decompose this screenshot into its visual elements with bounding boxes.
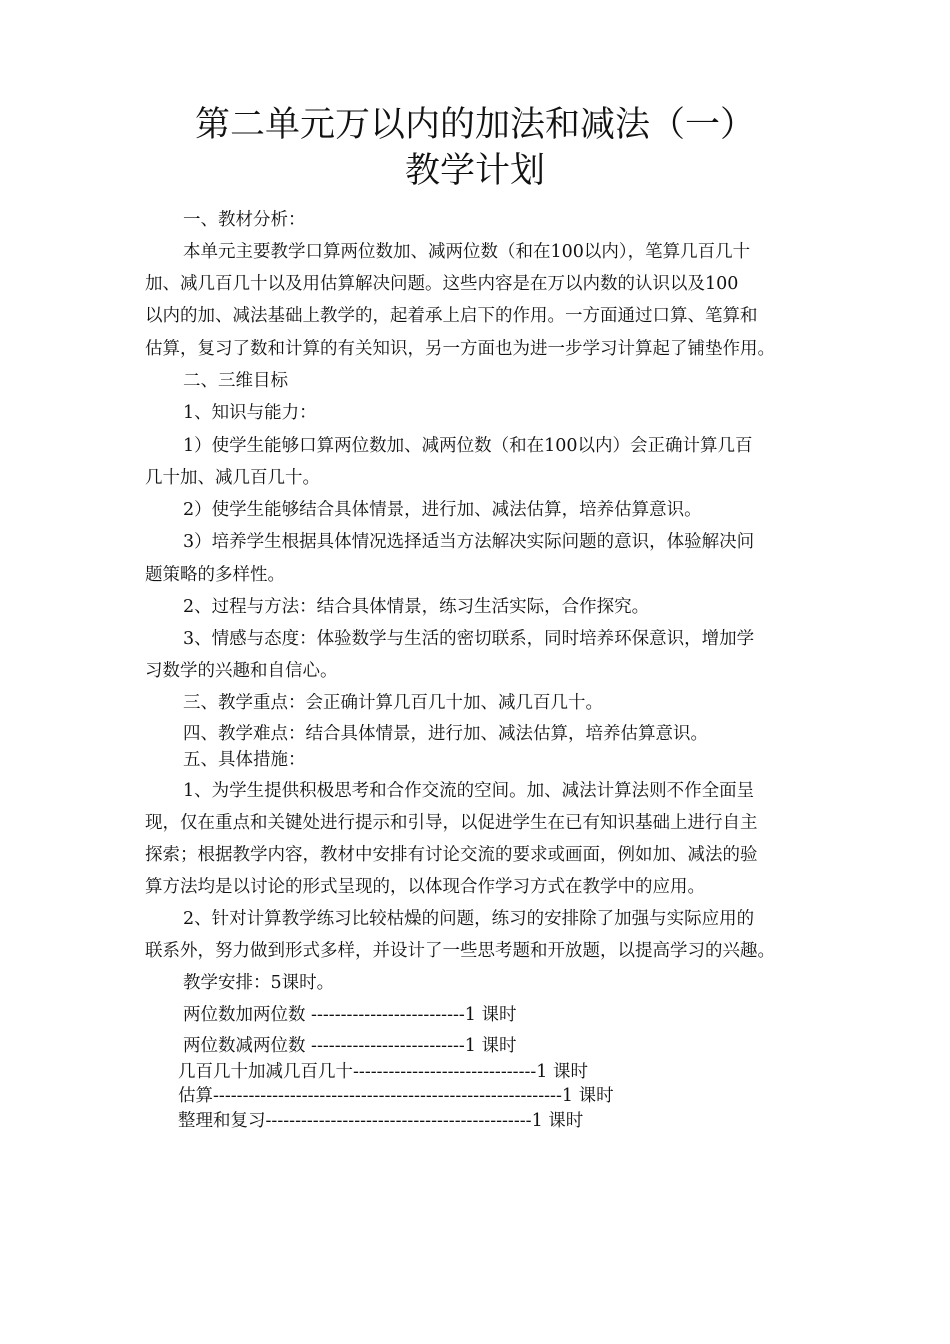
schedule-item: 两位数加两位数 --------------------------1 课时 (183, 1005, 517, 1025)
paragraph-line: 题策略的多样性。 (145, 565, 285, 585)
schedule-summary: 教学安排：5课时。 (183, 973, 335, 993)
paragraph-line: 2、过程与方法：结合具体情景，练习生活实际，合作探究。 (183, 597, 650, 617)
paragraph-line: 习数学的兴趣和自信心。 (145, 661, 338, 681)
paragraph-line: 2、针对计算教学练习比较枯燥的问题，练习的安排除了加强与实际应用的 (183, 909, 755, 929)
section-heading-key-points: 三、教学重点：会正确计算几百几十加、减几百几十。 (183, 693, 603, 713)
paragraph-line: 现，仅在重点和关键处进行提示和引导，以促进学生在已有知识基础上进行自主 (145, 813, 758, 833)
document-subtitle: 教学计划 (404, 151, 545, 191)
paragraph-line: 联系外，努力做到形式多样，并设计了一些思考题和开放题，以提高学习的兴趣。 (145, 941, 775, 961)
schedule-item: 整理和复习---------------------------------------------1 课时 (178, 1111, 584, 1131)
paragraph-line: 估算，复习了数和计算的有关知识，另一方面也为进一步学习计算起了铺垫作用。 (145, 339, 775, 359)
paragraph-line: 3）培养学生根据具体情况选择适当方法解决实际问题的意识，体验解决问 (183, 532, 755, 552)
document-title: 第二单元万以内的加法和减法（一） (194, 105, 755, 145)
subheading-knowledge: 1、知识与能力： (183, 403, 317, 423)
paragraph-line: 几十加、减几百几十。 (145, 468, 320, 488)
section-heading-material-analysis: 一、教材分析： (183, 210, 306, 230)
paragraph-line: 探索；根据教学内容，教材中安排有讨论交流的要求或画面，例如加、减法的验 (145, 845, 758, 865)
paragraph-line: 算方法均是以讨论的形式呈现的，以体现合作学习方式在教学中的应用。 (145, 877, 705, 897)
paragraph-line: 1）使学生能够口算两位数加、减两位数（和在100以内）会正确计算几百 (183, 436, 753, 456)
paragraph-line: 以内的加、减法基础上教学的，起着承上启下的作用。一方面通过口算、笔算和 (145, 306, 758, 326)
paragraph-line: 1、为学生提供积极思考和合作交流的空间。加、减法计算法则不作全面呈 (183, 781, 755, 801)
section-heading-measures: 五、具体措施： (183, 750, 306, 770)
schedule-item: 估算-----------------------------------------------------------1 课时 (178, 1086, 614, 1106)
paragraph-line: 2）使学生能够结合具体情景，进行加、减法估算，培养估算意识。 (183, 500, 702, 520)
section-heading-goals: 二、三维目标 (183, 371, 288, 391)
paragraph-line: 3、情感与态度：体验数学与生活的密切联系，同时培养环保意识，增加学 (183, 629, 755, 649)
schedule-item: 几百几十加减几百几十-------------------------------1 课时 (178, 1062, 589, 1082)
paragraph-line: 本单元主要教学口算两位数加、减两位数（和在100以内），笔算几百几十 (183, 242, 751, 262)
section-heading-difficulties: 四、教学难点：结合具体情景，进行加、减法估算，培养估算意识。 (183, 724, 708, 744)
paragraph-line: 加、减几百几十以及用估算解决问题。这些内容是在万以内数的认识以及100 (145, 274, 739, 294)
schedule-item: 两位数减两位数 --------------------------1 课时 (183, 1036, 517, 1056)
